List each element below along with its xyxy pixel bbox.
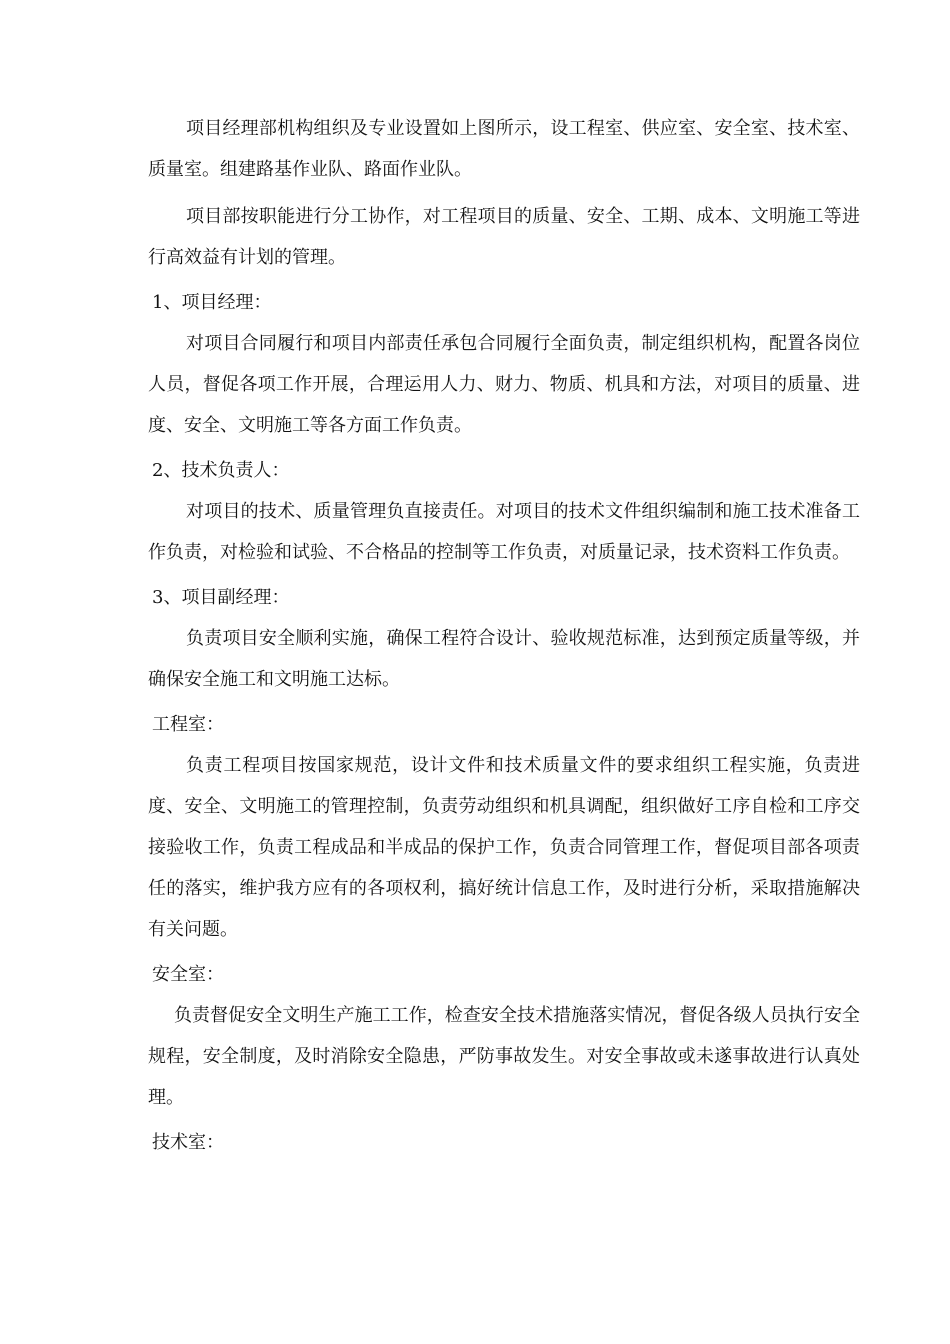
- safety-office-heading: 安全室：: [152, 964, 224, 985]
- document-page: [148, 108, 860, 1163]
- safety-office-body: 负责督促安全文明生产施工工作，检查安全技术措施落实情况，督促各级人员执行安全规程，安全制度，及时消除安全隐患，严防事故发生。对安全事故或未遂事故进行认真处理。: [148, 1005, 860, 1108]
- intro-paragraph-1: 项目经理部机构组织及专业设置如上图所示，设工程室、供应室、安全室、技术室、质量室。组建路基作业队、路面作业队。: [148, 118, 860, 180]
- project-manager-body: 对项目合同履行和项目内部责任承包合同履行全面负责，制定组织机构，配置各岗位人员，督促各项工作开展，合理运用人力、财力、物质、机具和方法，对项目的质量、进度、安全、文明施工等各方面工作负责。: [148, 333, 860, 436]
- deputy-manager-heading: 3、项目副经理：: [152, 587, 290, 608]
- engineering-office-heading: 工程室：: [152, 714, 224, 735]
- technical-lead-body: 对项目的技术、质量管理负直接责任。对项目的技术文件组织编制和施工技术准备工作负责，对检验和试验、不合格品的控制等工作负责，对质量记录，技术资料工作负责。: [148, 501, 860, 563]
- technical-lead-heading: 2、技术负责人：: [152, 460, 290, 481]
- project-manager-heading: 1、项目经理：: [152, 292, 272, 313]
- engineering-office-body: 负责工程项目按国家规范，设计文件和技术质量文件的要求组织工程实施，负责进度、安全、文明施工的管理控制，负责劳动组织和机具调配，组织做好工序自检和工序交接验收工作，负责工程成品和半成品的保护工作，负责合同管理工作，督促项目部各项责任的落实，维护我方应有的各项权利，搞好统计信息工作，及时进行分析，采取措施解决有关问题。: [148, 755, 860, 940]
- intro-paragraph-2: 项目部按职能进行分工协作，对工程项目的质量、安全、工期、成本、文明施工等进行高效益有计划的管理。: [148, 206, 860, 268]
- technical-office-heading: 技术室：: [152, 1132, 224, 1153]
- deputy-manager-body: 负责项目安全顺利实施，确保工程符合设计、验收规范标准，达到预定质量等级，并确保安全施工和文明施工达标。: [148, 628, 860, 690]
